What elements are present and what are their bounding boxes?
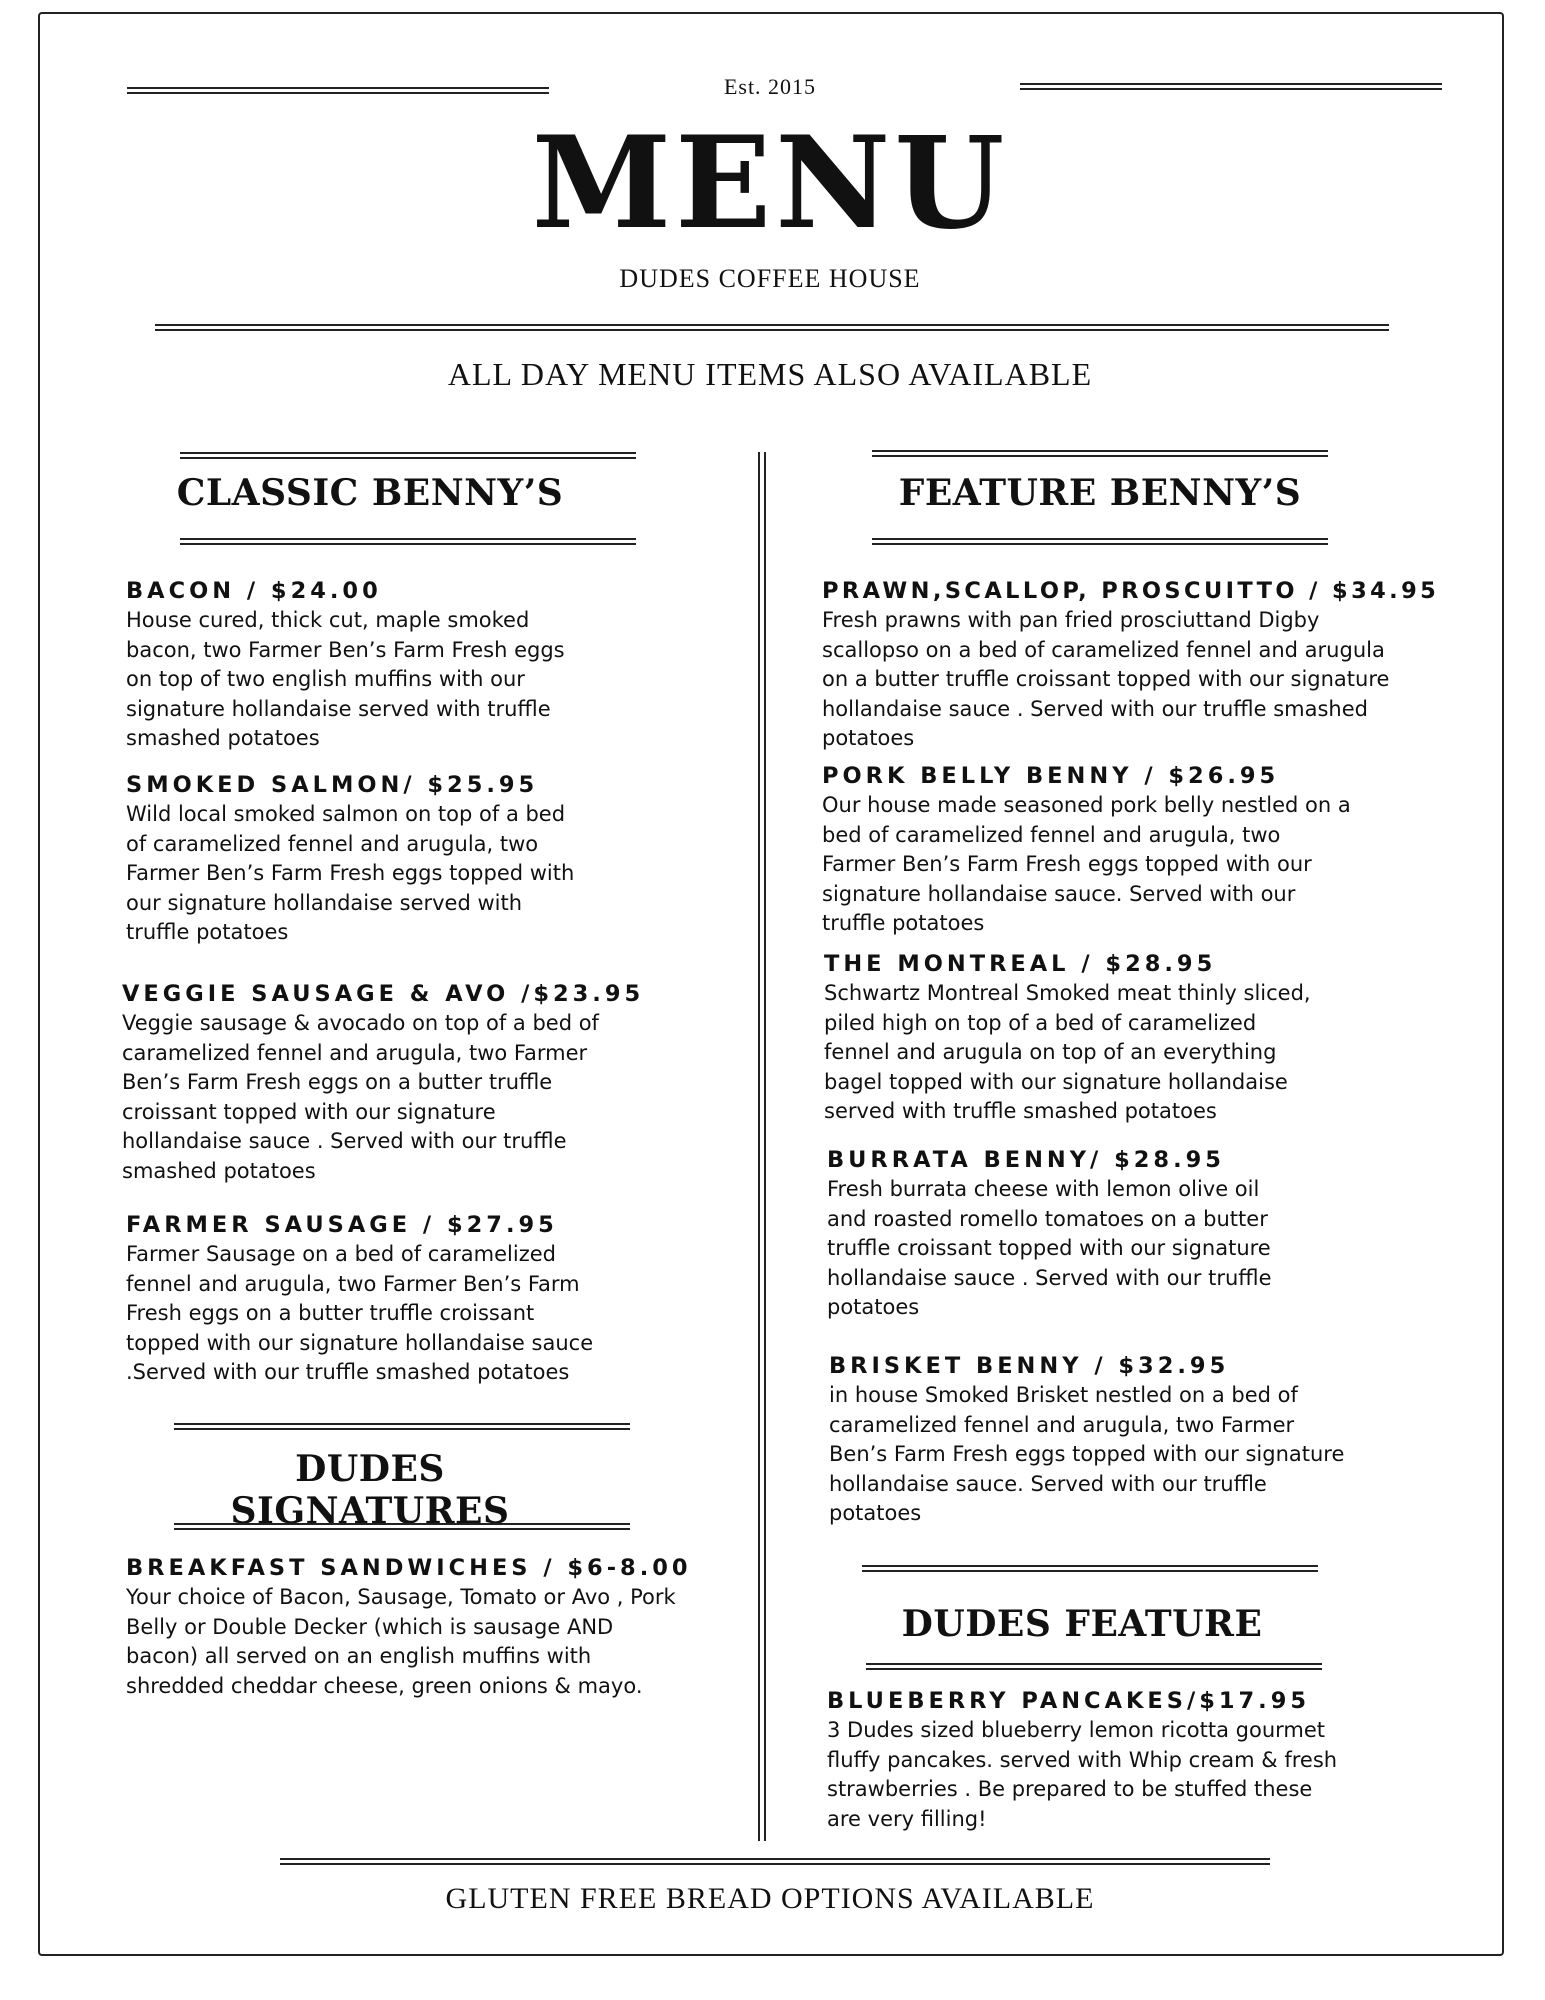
menu-item-bacon bbox=[126, 576, 565, 754]
section-title-signatures: DUDES SIGNATURES bbox=[230, 1448, 510, 1532]
column-divider bbox=[758, 452, 766, 1841]
menu-item-prawn-scallop bbox=[822, 576, 1439, 754]
dudes-feature-rule-bottom bbox=[866, 1663, 1322, 1670]
item-title: BLUEBERRY PANCAKES/$17.95 bbox=[827, 1688, 1311, 1714]
menu-item-breakfast-sandwiches bbox=[126, 1553, 692, 1701]
footer-rule bbox=[280, 1858, 1270, 1865]
classic-rule-bottom bbox=[180, 538, 636, 545]
dudes-feature-rule-top bbox=[862, 1565, 1318, 1572]
item-description: 3 Dudes sized blueberry lemon ricotta gourmet fluffy pancakes. served with Whip cream & fresh strawberries . Be prepared to be stuffed these are very filling! bbox=[827, 1718, 1338, 1831]
signatures-rule-top bbox=[174, 1423, 630, 1430]
all-day-notice: ALL DAY MENU ITEMS ALSO AVAILABLE bbox=[447, 356, 1093, 392]
item-description: House cured, thick cut, maple smoked bacon, two Farmer Ben’s Farm Fresh eggs on top of two english muffins with our signature hollandaise served with truffle smashed potatoes bbox=[126, 608, 565, 750]
menu-item-veggie-sausage bbox=[122, 979, 644, 1186]
item-description: Farmer Sausage on a bed of caramelized fennel and arugula, two Farmer Ben’s Farm Fresh eggs on a butter truffle croissant topped with our signature hollandaise sauce .Served with our truffle smashed potatoes bbox=[126, 1242, 594, 1384]
feature-rule-top bbox=[872, 450, 1328, 457]
item-title: VEGGIE SAUSAGE & AVO /$23.95 bbox=[122, 981, 645, 1007]
menu-item-farmer-sausage bbox=[126, 1210, 593, 1388]
page-title: MENU bbox=[531, 109, 1009, 257]
menu-item-blueberry-pancakes bbox=[827, 1686, 1337, 1834]
item-title: SMOKED SALMON/ $25.95 bbox=[126, 772, 539, 798]
header-divider bbox=[155, 324, 1389, 331]
menu-item-the-montreal bbox=[824, 949, 1311, 1127]
item-description: Wild local smoked salmon on top of a bed of caramelized fennel and arugula, two Farmer Ben’s Farm Fresh eggs topped with our signature hollandaise served with truffle potatoes bbox=[126, 802, 575, 944]
item-title: PORK BELLY BENNY / $26.95 bbox=[822, 763, 1280, 789]
item-description: Veggie sausage & avocado on top of a bed of caramelized fennel and arugula, two Farmer Ben’s Farm Fresh eggs on a butter truffle croissant topped with our signature hollandaise sauce . Served with our truffle smashed potatoes bbox=[122, 1011, 599, 1183]
item-description: Fresh burrata cheese with lemon olive oil and roasted romello tomatoes on a butter truffle croissant topped with our signature hollandaise sauce . Served with our truffle potatoes bbox=[827, 1177, 1272, 1319]
feature-rule-bottom bbox=[872, 538, 1328, 545]
item-title: BREAKFAST SANDWICHES / $6-8.00 bbox=[126, 1555, 692, 1581]
section-title-feature: FEATURE BENNY’S bbox=[898, 472, 1302, 514]
item-description: Your choice of Bacon, Sausage, Tomato or Avo , Pork Belly or Double Decker (which is sausage AND bacon) all served on an english muffins with shredded cheddar cheese, green onions & mayo. bbox=[126, 1585, 676, 1698]
classic-rule-top bbox=[180, 452, 636, 459]
item-description: in house Smoked Brisket nestled on a bed of caramelized fennel and arugula, two Farmer Ben’s Farm Fresh eggs topped with our signature hollandaise sauce. Served with our truffle potatoes bbox=[829, 1383, 1345, 1525]
section-title-classic: CLASSIC BENNY’S bbox=[176, 472, 564, 514]
header-rule-right bbox=[1020, 83, 1442, 90]
restaurant-name: DUDES COFFEE HOUSE bbox=[619, 264, 921, 293]
menu-item-brisket bbox=[829, 1351, 1344, 1529]
established-label: Est. 2015 bbox=[723, 74, 817, 99]
signatures-rule-bottom bbox=[174, 1523, 630, 1530]
item-title: BACON / $24.00 bbox=[126, 578, 382, 604]
item-title: BURRATA BENNY/ $28.95 bbox=[827, 1147, 1225, 1173]
gluten-free-note: GLUTEN FREE BREAD OPTIONS AVAILABLE bbox=[445, 1882, 1095, 1915]
menu-item-smoked-salmon bbox=[126, 770, 574, 948]
header-rule-left bbox=[127, 87, 549, 94]
item-title: THE MONTREAL / $28.95 bbox=[824, 951, 1217, 977]
item-title: PRAWN,SCALLOP, PROSCUITTO / $34.95 bbox=[822, 578, 1440, 604]
item-description: Our house made seasoned pork belly nestled on a bed of caramelized fennel and arugula, two Farmer Ben’s Farm Fresh eggs topped with our signature hollandaise sauce. Served with our truffle potatoes bbox=[822, 793, 1351, 935]
menu-item-pork-belly bbox=[822, 761, 1351, 939]
item-description: Fresh prawns with pan fried prosciuttand Digby scallopso on a bed of caramelized fennel and arugula on a butter truffle croissant topped with our signature hollandaise sauce . Served with our truffle smashed potatoes bbox=[822, 608, 1390, 750]
menu-item-burrata bbox=[827, 1145, 1272, 1323]
item-description: Schwartz Montreal Smoked meat thinly sliced, piled high on top of a bed of caramelized fennel and arugula on top of an everything bagel topped with our signature hollandaise served with truffle smashed potatoes bbox=[824, 981, 1311, 1123]
item-title: BRISKET BENNY / $32.95 bbox=[829, 1353, 1230, 1379]
section-title-dudes-feature: DUDES FEATURE bbox=[901, 1603, 1263, 1645]
item-title: FARMER SAUSAGE / $27.95 bbox=[126, 1212, 558, 1238]
